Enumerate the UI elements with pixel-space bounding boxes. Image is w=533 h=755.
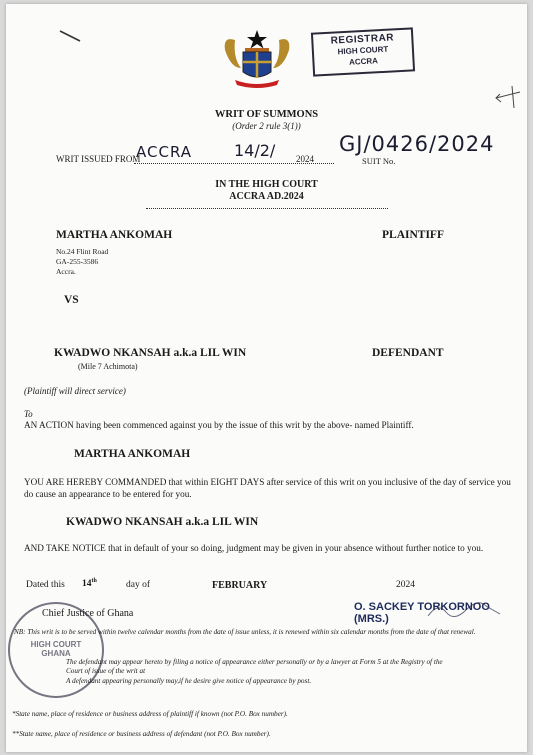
dated-label: Dated this [26,580,65,590]
rule-reference: (Order 2 rule 3(1)) [232,121,301,131]
action-text: AN ACTION having been commenced against you by the issue of this writ by the above- named Plaintiff. [24,420,414,430]
action-party: MARTHA ANKOMAH [74,448,191,460]
dated-day: 14th [82,578,97,590]
court-name: IN THE HIGH COURT [215,179,318,190]
court-location: ACCRA AD.2024 [229,191,304,202]
issued-date-handwriting: 14/2/ [234,141,276,160]
notice-text: AND TAKE NOTICE that in default of your so doing, judgment may be given in your absence without further notice to you. [24,543,484,553]
nb-note: NB: This writ is to be served within twelve calendar months from the date of issue unless, it is renewed within six calendar months from the date of that renewal. [14,628,476,636]
defendant-address: (Mile 7 Achimota) [78,362,138,371]
versus-label: VS [64,294,79,306]
dated-year: 2024 [396,580,415,590]
document-title: WRIT OF SUMMONS [214,109,319,120]
defendant-role: DEFENDANT [372,347,444,359]
suit-number-label: SUIT No. [362,156,396,166]
signature-scribble-icon [426,600,506,620]
margin-arrow-mark [494,84,524,112]
issued-year: 2024 [296,154,314,164]
to-label: To [24,409,33,419]
plaintiff-name: MARTHA ANKOMAH [56,229,173,241]
plaintiff-address-note: *State name, place of residence or business address of plaintiff if known (not P.O. Box number). [12,710,288,718]
pen-mark [58,28,84,44]
appearance-note-tail: A defendant appearing personally may,if he desire give notice of appearance by post. [66,677,312,685]
issued-from-handwriting: ACCRA [136,143,193,161]
signatory-title: Chief Justice of Ghana [42,608,134,619]
defendant-name: KWADWO NKANSAH a.k.a LIL WIN [54,347,247,359]
registrar-stamp: REGISTRAR HIGH COURT ACCRA [311,27,415,76]
defendant-address-note: **State name, place of residence or business address of defendant (not P.O. Box number). [12,730,271,738]
suit-number-handwriting: GJ/0426/2024 [339,132,495,156]
service-note: (Plaintiff will direct service) [24,386,126,396]
court-divider [146,207,388,209]
command-party: KWADWO NKANSAH a.k.a LIL WIN [66,516,259,528]
plaintiff-address: No.24 Flint Road GA-255-3586 Accra. [56,247,109,276]
dated-day-of: day of [126,580,151,590]
appearance-note: The defendant may appear hereto by filing a notice of appearance either personally or by a lawyer at Form 5 at the Registry of the Court of issue of the writ at [66,658,443,675]
ghana-coat-of-arms-icon [221,28,293,90]
command-text: YOU ARE HEREBY COMMANDED that within EIGHT DAYS after service of this writ on you inclusive of the day of service you do cause an appearance to be entered for you. [24,477,511,499]
court-seal: HIGH COURT GHANA [8,602,104,698]
issued-from-label: WRIT ISSUED FROM [56,154,141,164]
signatory-name: O. SACKEY TORKORNOO (MRS.) [354,601,490,625]
plaintiff-role: PLAINTIFF [382,229,444,241]
writ-of-summons-page [6,4,527,752]
dated-month: FEBRUARY [212,580,268,591]
